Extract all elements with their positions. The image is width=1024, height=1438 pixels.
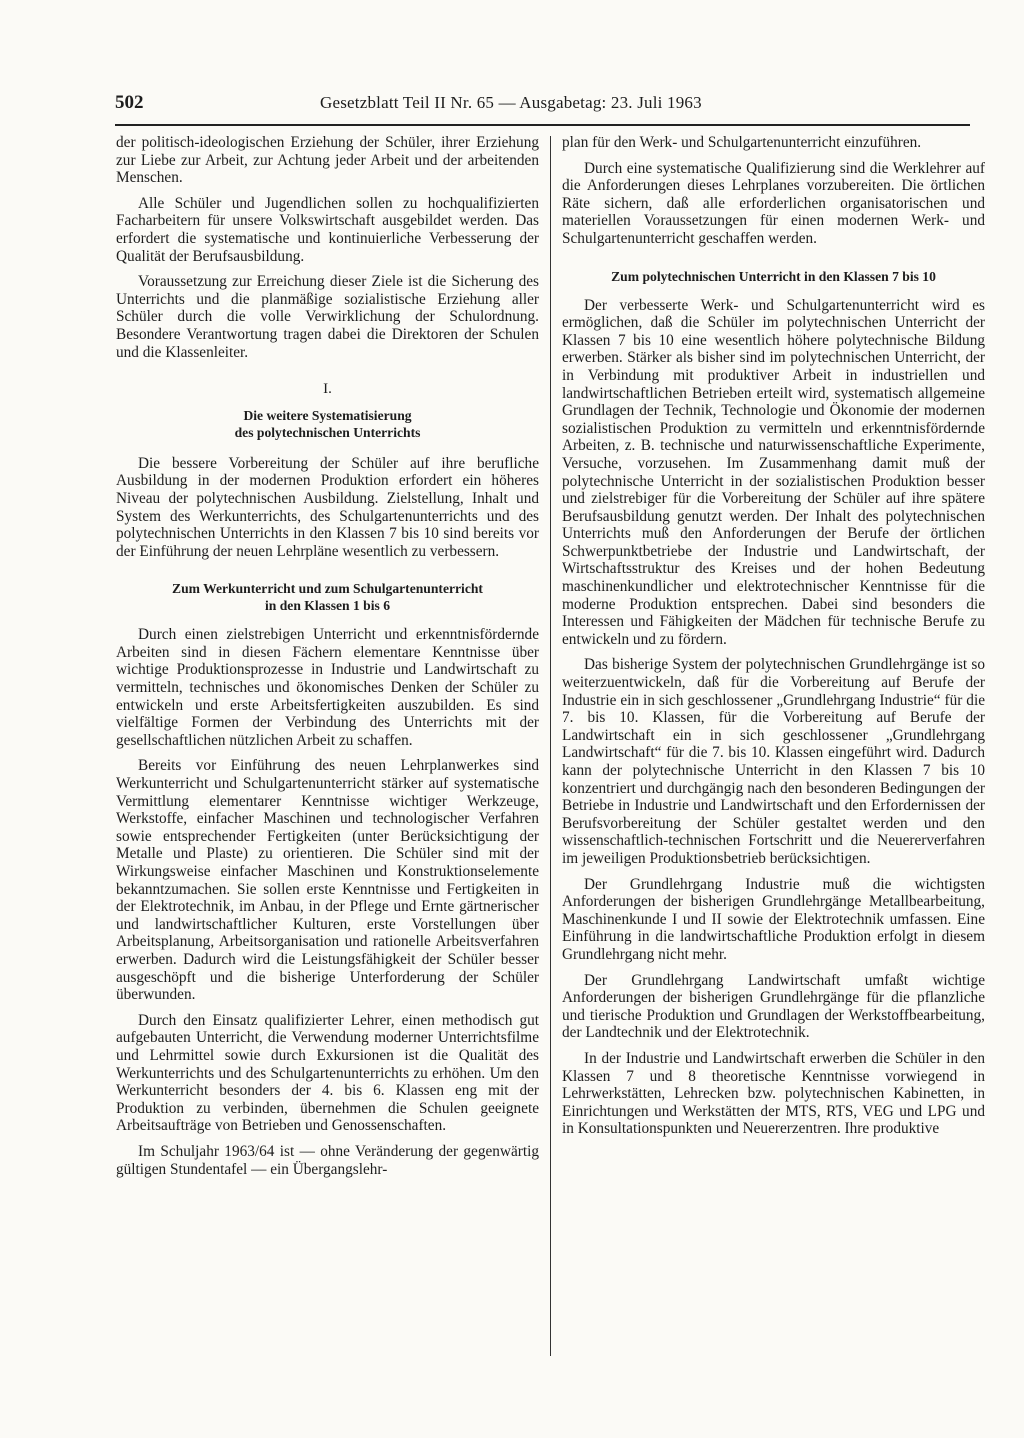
subheading: [116, 580, 539, 614]
column-divider: [550, 136, 551, 1356]
subheading: Zum polytechnischen Unterricht in den Klassen 7 bis 10: [611, 268, 936, 284]
paragraph: Im Schuljahr 1963/64 ist — ohne Veränderung der gegenwärtig gültigen Stundentafel — ein Übergangslehr-: [116, 1142, 539, 1178]
section-numeral: I.: [323, 381, 332, 398]
paragraph: plan für den Werk- und Schulgartenunterricht einzuführen.: [562, 134, 922, 151]
paragraph: Alle Schüler und Jugendlichen sollen zu hochqualifizierten Facharbeitern für unsere Volkswirtschaft ausgebildet werden. Das erfordert die systematische und kontinuierliche Verbesserung der Qualität der Berufsausbildung.: [116, 194, 539, 265]
subheading-line: Zum Werkunterricht und zum Schulgartenunterricht: [172, 581, 483, 597]
paragraph: Durch den Einsatz qualifizierter Lehrer, einen methodisch gut aufgebauten Unterricht, die Verwendung moderner Unterrichtsfilme und Lehrmittel sowie durch Exkursionen ist die Qualität des Werkunterrichts und des Schulgartenunterrichts zu erhöhen. Um den Werkunterricht besonders der 4. bis 6. Klassen eng mit der Produktion zu verbinden, übernehmen die Schulen geeignete Arbeitsaufträge von Betrieben und Genossenschaften.: [116, 1011, 539, 1135]
paragraph: der politisch-ideologischen Erziehung der Schüler, ihrer Erziehung zur Liebe zur Arbeit, zur Achtung jeder Arbeit und der arbeitenden Menschen.: [116, 134, 539, 187]
paragraph: Durch einen zielstrebigen Unterricht und erkenntnisfördernde Arbeiten sind in diesen Fächern elementare Kenntnisse über wichtige Produktionsprozesse in Industrie und Landwirtschaft zu vermitteln, technisches und ökonomisches Denken der Schüler zu entwickeln und erste Arbeitsfertigkeiten auszubilden. Es sind vielfältige Formen der Verbindung des Unterrichts mit der gesellschaftlichen nützlichen Arbeit zu schaffen.: [116, 626, 539, 749]
paragraph: Das bisherige System der polytechnischen Grundlehrgänge ist so weiterzuentwickeln, daß für die Vorbereitung auf Berufe der Industrie ein in sich geschlossener „Grundlehrgang Industrie“ für die 7. bis 10. Klassen, für die Vorbereitung auf Berufe der Landwirtschaft ein in sich geschlossener „Grundlehrgang Landwirtschaft“ für die 7. bis 10. Klassen eingeführt wird. Dadurch kann der polytechnische Unterricht in den Klassen 7 bis 10 konzentriert und durchgängig nach den besonderen Bedingungen der Betriebe in Industrie und Landwirtschaft und den Erfordernissen der Berufsvorbereitung der Schüler gestaltet werden und den wissenschaftlich-technischen Fortschritt und die Neuererverfahren im jeweiligen Produktionsbetrieb berücksichtigen.: [562, 656, 985, 867]
paragraph: Der Grundlehrgang Industrie muß die wichtigsten Anforderungen der bisherigen Grundlehrgänge Metallbearbeitung, Maschinenkunde I und II sowie der Elektrotechnik umfassen. Eine Einführung in die landwirtschaftliche Produktion erfolgt in diesem Grundlehrgang nicht mehr.: [562, 875, 985, 963]
subheading-line: in den Klassen 1 bis 6: [264, 598, 391, 614]
paragraph: In der Industrie und Landwirtschaft erwerben die Schüler in den Klassen 7 und 8 theoretische Kenntnisse vorwiegend in Lehrwerkstätten, Lehrecken bzw. polytechnischen Kabinetten, in Einrichtungen und Werkstätten der MTS, RTS, VEG und LPG und in Konsultationspunkten und Neuererzentren. Ihre produktive: [562, 1049, 985, 1138]
right-column: [562, 134, 985, 1146]
section-title-line: des polytechnischen Unterrichts: [234, 424, 421, 440]
paragraph: Die bessere Vorbereitung der Schüler auf ihre berufliche Ausbildung in der modernen Produktion erfordert ein höheres Niveau der polytechnischen Ausbildung. Zielstellung, Inhalt und System des Werkunterrichts, des Schulgartenunterrichts und des polytechnischen Unterrichts in den Klassen 7 bis 10 sind bereits vor der Einführung der neuen Lehrpläne wesentlich zu verbessern.: [116, 454, 539, 560]
header-title: Gesetzblatt Teil II Nr. 65 — Ausgabetag: 23. Juli 1963: [320, 93, 702, 112]
page-number: 502: [115, 92, 144, 113]
header-rule: [115, 124, 970, 126]
paragraph: Der verbesserte Werk- und Schulgartenunterricht wird es ermöglichen, daß die Schüler im polytechnischen Unterricht der Klassen 7 bis 10 eine wesentlich höhere polytechnische Bildung erwerben. Stärker als bisher sind im polytechnischen Unterricht, der in Verbindung mit produktiver Arbeit in industriellen und landwirtschaftlichen Betrieben erteilt wird, systematisch allgemeine Grundlagen der Technik, Technologie und Ökonomie der modernen sozialistischen Produktion zu vermitteln und erkenntnisfördernde Arbeiten, z. B. technische und naturwissenschaftliche Experimente, Versuche, vorzusehen. Im Zusammenhang damit muß der polytechnische Unterricht in der sozialistischen Produktion besser und zielstrebiger für die Vorbereitung der Schüler auf ihre spätere Berufsausbildung genutzt werden. Der Inhalt des polytechnischen Unterrichts muß den Anforderungen der Berufe der örtlichen Schwerpunktbetriebe der Industrie und Landwirtschaft, der Wirtschaftsstruktur des Kreises und der hohen Bedeutung maschinenkundlicher und elektrotechnischer Kenntnisse für die moderne Produktion entsprechen. Dabei sind besonders die Interessen und Fähigkeiten der Mädchen für technische Berufe zu entwickeln und zu fördern.: [562, 296, 985, 648]
section-title-line: Die weitere Systematisierung: [243, 407, 412, 423]
page-header: [115, 92, 970, 122]
paragraph: Durch eine systematische Qualifizierung sind die Werklehrer auf die Anforderungen dieses Lehrplanes vorzubereiten. Die örtlichen Räte sichern, daß alle erforderlichen organisatorischen und materiellen Voraussetzungen für einen modernen Werk- und Schulgartenunterricht geschaffen werden.: [562, 159, 985, 247]
paragraph: Voraussetzung zur Erreichung dieser Ziele ist die Sicherung des Unterrichts und die planmäßige sozialistische Erziehung aller Schüler durch die volle Verwirklichung der Schulordnung. Besondere Verantwortung tragen dabei die Direktoren der Schulen und die Klassenleiter.: [116, 273, 539, 361]
paragraph: Bereits vor Einführung des neuen Lehrplanwerkes sind Werkunterricht und Schulgartenunterricht stärker auf systematische Vermittlung elementarer Kenntnisse wichtiger Werkzeuge, Werkstoffe, einfacher Maschinen und technologischer Verfahren sowie entsprechender Fertigkeiten (unter Berücksichtigung der Metalle und Plaste) zu orientieren. Die Schüler sind mit der Wirkungsweise einfacher Maschinen und Konstruktionselemente bekanntzumachen. Sie sollen erste Kenntnisse und Fertigkeiten in der Elektrotechnik, im Anbau, in der Pflege und Ernte gärtnerischer und landwirtschaftlicher Kulturen, erste Vorstellungen über Arbeitsplanung, Arbeitsorganisation und rationelle Arbeitsverfahren erwerben. Dadurch wird die Leistungsfähigkeit der Schüler besser ausgeschöpft und die bisherige Unterforderung der Schüler überwunden.: [116, 757, 539, 1004]
section-title: [116, 407, 539, 441]
left-column: [116, 134, 539, 1186]
paragraph: Der Grundlehrgang Landwirtschaft umfaßt wichtige Anforderungen der bisherigen Grundlehrgänge für die pflanzliche und tierische Produktion und Grundlagen der Werkstoffbearbeitung, der Landtechnik und der Elektrotechnik.: [562, 971, 985, 1042]
